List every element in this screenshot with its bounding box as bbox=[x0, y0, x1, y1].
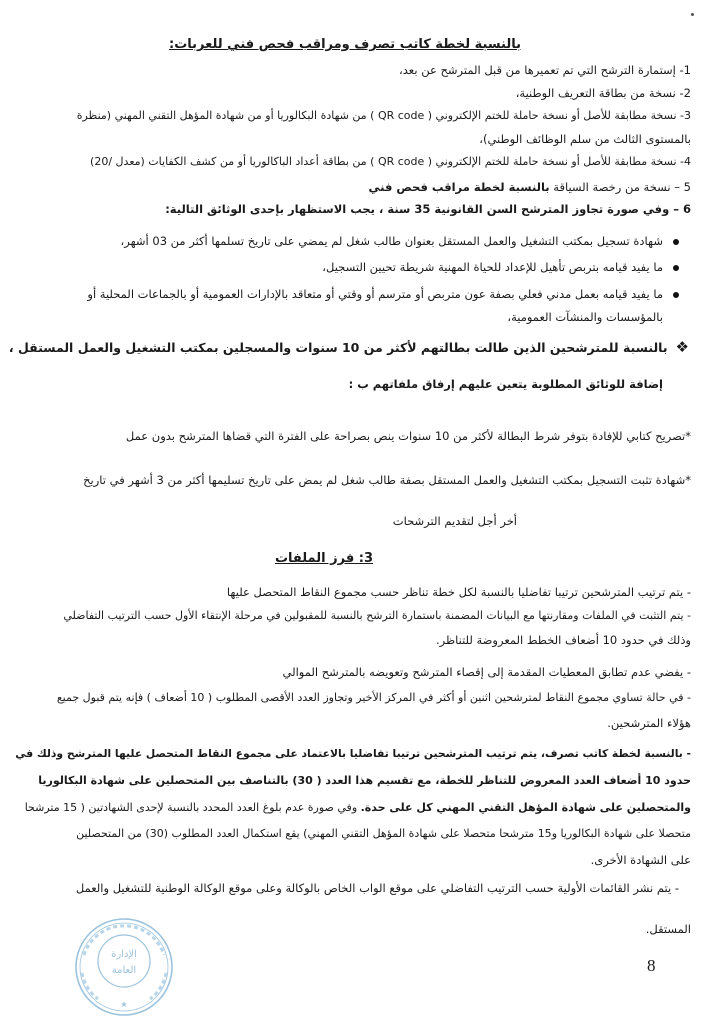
doc-item-3-cont: بالمستوى الثالث من سلم الوظائف الوطني)، bbox=[479, 132, 691, 146]
admin-writer-para-5: على الشهادة الأخرى. bbox=[590, 853, 691, 867]
sort-para-2-cont: وذلك في حدود 10 أضعاف الخطط المعروضة للتناظر. bbox=[435, 633, 691, 647]
bullet-text: شهادة تسجيل بمكتب التشغيل والعمل المستقل بعنوان طالب شغل لم يمضي على تاريخ تسلمها أكثر من 03 أشهر، bbox=[120, 234, 663, 248]
long-unemployed-heading bbox=[9, 339, 689, 356]
extra-doc-2: *شهادة تثبت التسجيل بمكتب التشغيل والعمل المستقل بصفة طالب شغل لم يمض على تاريخ تسليمها أكثر من 3 أشهر في تاريخ bbox=[83, 473, 691, 487]
admin-writer-para-3 bbox=[25, 800, 691, 816]
admin-writer-tail: وفي صورة عدم بلوغ العدد المحدد بالنسبة لإحدى الشهادتين ( 15 مترشحا bbox=[24, 801, 361, 814]
bullet-text: ما يفيد قيامه بعمل مدني فعلي بصفة عون متربص أو مترسم أو وقتي أو متعاقد بالإدارات العمومية أو بالجماعات المحلية أو bbox=[87, 287, 663, 301]
admin-writer-para: - بالنسبة لخطة كاتب تصرف، يتم ترتيب المترشحين ترتيبا تفاضليا بالاعتماد على مجموع النقاط المتحصل عليها المترشح وذلك في bbox=[15, 747, 691, 760]
doc-item-2: 2- نسخة من بطاقة التعريف الوطنية، bbox=[515, 86, 691, 100]
long-unemployed-sub: إضافة للوثائق المطلوبة يتعين عليهم إرفاق ملفاتهم ب : bbox=[348, 377, 663, 391]
scan-speck bbox=[691, 13, 694, 16]
admin-writer-bold: والمتحصلين على شهادة المؤهل التقني المهني كل على حدة. bbox=[360, 801, 691, 814]
page-number: 8 bbox=[647, 956, 656, 975]
diamond-bullet-icon: ❖ bbox=[675, 338, 689, 356]
sort-para-1: - يتم ترتيب المترشحين ترتيبا تفاضليا بالنسبة لكل خطة تناظر حسب مجموع النقاط المتحصل عليها bbox=[226, 585, 691, 599]
stamp-text-2: العامة bbox=[111, 965, 137, 976]
doc-item-3: 3- نسخة مطابقة للأصل أو نسخة حاملة للختم الإلكتروني ( QR code ) من شهادة البكالوريا أو من شهادة المؤهل التقني المهني (منظرة bbox=[76, 109, 691, 122]
doc-item-6: 6 – وفي صورة تجاوز المترشح السن القانونية 35 سنة ، يجب الاستظهار بإحدى الوثائق التالية: bbox=[165, 202, 691, 216]
bullet-icon bbox=[673, 239, 679, 245]
stamp-text-1: الإدارة bbox=[111, 949, 137, 960]
section-heading: بالنسبة لخطة كاتب تصرف ومراقب فحص فني للعربات: bbox=[169, 37, 521, 52]
doc-item-1: 1- إستمارة الترشح التي تم تعميرها من قبل المترشح عن بعد، bbox=[399, 63, 691, 77]
bullet-text: ما يفيد قيامه بتربص تأهيل للإعداد للحياة المهنية شريطة تحيين التسجيل، bbox=[322, 260, 663, 274]
long-unemployed-text: بالنسبة للمترشحين الذين طالت بطالتهم لأكثر من 10 سنوات والمسجلين بمكتب التشغيل والعمل المستقل ، bbox=[8, 340, 668, 355]
publish-para-cont: المستقل. bbox=[645, 922, 691, 936]
stamp-star-icon: ★ bbox=[120, 1000, 128, 1009]
section-3-title: 3: فرز الملفات bbox=[274, 551, 373, 566]
bullet-item-cont: بالمؤسسات والمنشآت العمومية، bbox=[507, 310, 663, 324]
sort-para-4-cont: هؤلاء المترشحين. bbox=[607, 716, 691, 730]
bullet-item bbox=[87, 286, 679, 302]
bullet-item bbox=[322, 259, 679, 275]
sort-para-4: - في حالة تساوي مجموع النقاط لمترشحين اثنين أو أكثر في المركز الأخير وتجاوز العدد الأقصى المطلوب ( 10 أضعاف ) فإنه يتم قبول جميع bbox=[56, 691, 691, 704]
official-stamp bbox=[68, 917, 180, 1017]
doc-item-5 bbox=[369, 179, 691, 195]
doc-item-4: 4- نسخة مطابقة للأصل أو نسخة حاملة للختم الإلكتروني ( QR code ) من بطاقة أعداد الباكالوريا أو من كشف الكفايات (معدل /20) bbox=[90, 155, 691, 168]
bullet-icon bbox=[673, 292, 679, 298]
bullet-item bbox=[121, 233, 679, 249]
extra-doc-1: *تصريح كتابي للإفادة بتوفر شرط البطالة لأكثر من 10 سنوات ينص بصراحة على الفترة التي قضاها المترشح بدون عمل bbox=[125, 429, 691, 443]
admin-writer-para-2: حدود 10 أضعاف العدد المعروض للتناظر للخطة، مع تقسيم هذا العدد ( 30) بالتناصف بين المتحصلين على شهادة البكالوريا bbox=[38, 774, 691, 787]
admin-writer-para-4: متحصلا على شهادة البكالوريا و15 مترشحا متحصلا على شهادة المؤهل التقني المهني) يقع استكمال العدد المطلوب (30) من المتحصلين bbox=[76, 827, 691, 840]
extra-doc-2-cont: أخر أجل لتقديم الترشحات bbox=[392, 514, 517, 528]
bullet-icon bbox=[673, 265, 679, 271]
doc-item-5-text: 5 – نسخة من رخصة السياقة bbox=[549, 180, 691, 194]
publish-para: - يتم نشر القائمات الأولية حسب الترتيب التفاضلي على موقع الواب الخاص بالوكالة وعلى موقع الوكالة الوطنية للتشغيل والعمل bbox=[75, 881, 679, 895]
sort-para-2: - يتم التثبت في الملفات ومقارنتها مع البيانات المضمنة باستمارة الترشح بالنسبة للمقبولين في مرحلة الإنتقاء الأول حسب الترتيب التفاضلي bbox=[63, 609, 691, 622]
sort-para-3: - يفضي عدم تطابق المعطيات المقدمة إلى إقصاء المترشح وتعويضه بالمترشح الموالي bbox=[282, 665, 691, 679]
doc-item-5-bold: بالنسبة لخطة مراقب فحص فني bbox=[368, 180, 550, 194]
